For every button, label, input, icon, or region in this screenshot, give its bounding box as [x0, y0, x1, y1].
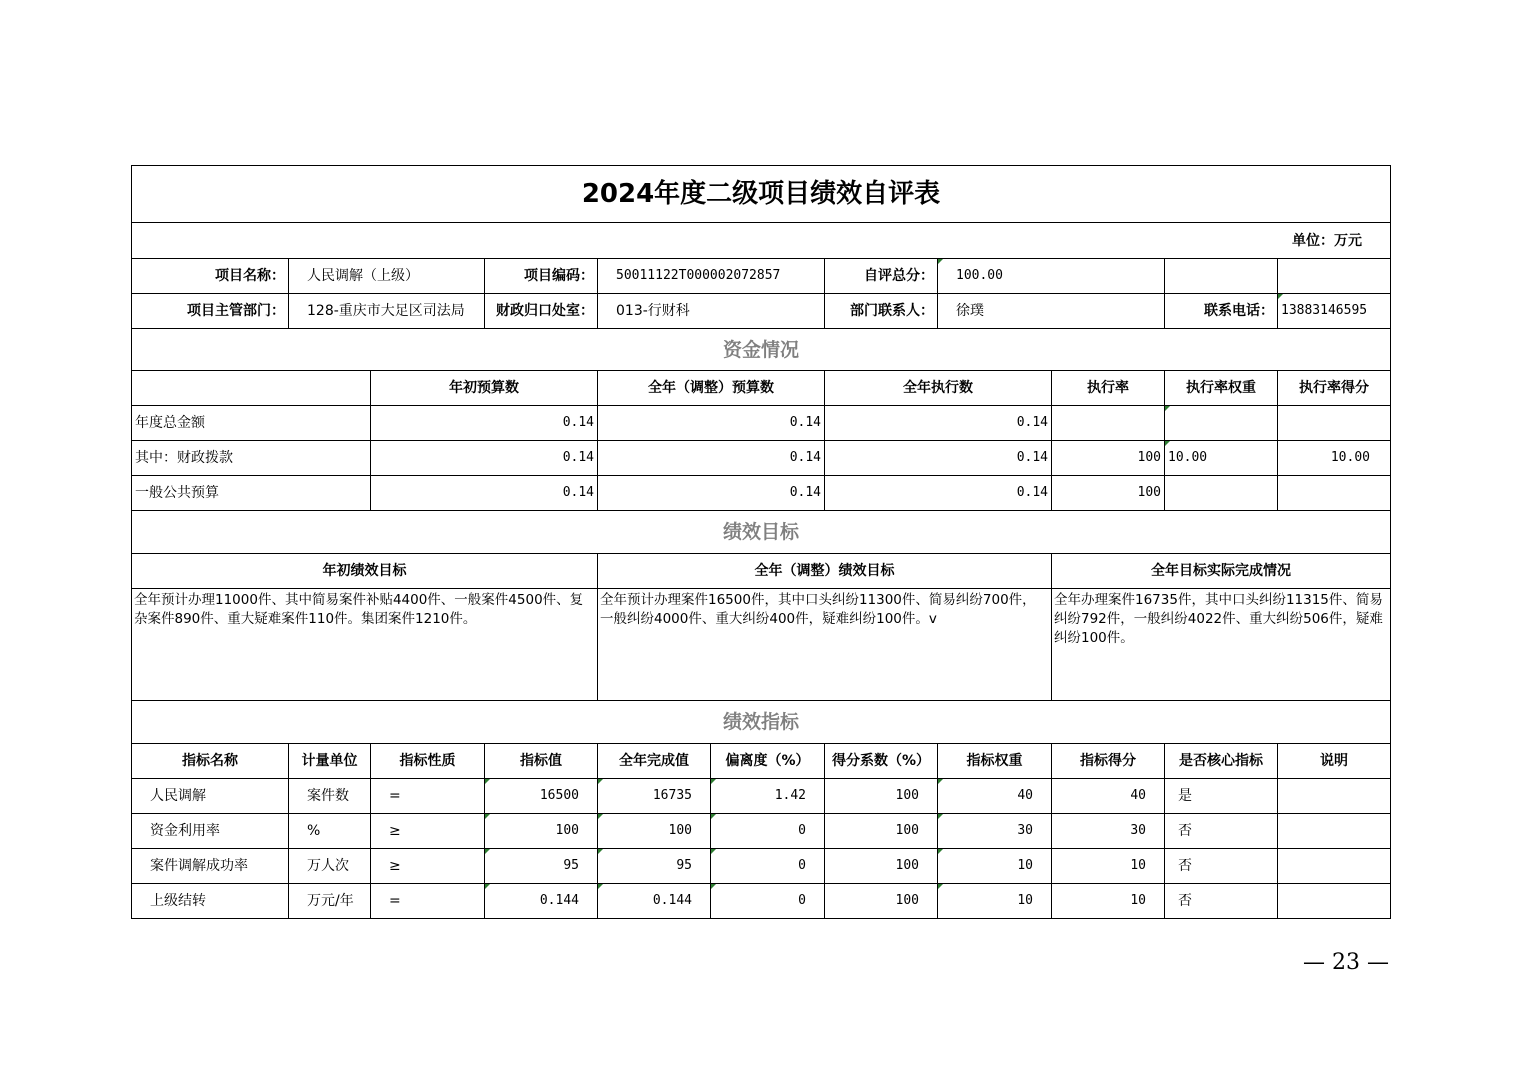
ind-row-core: 否 — [1165, 814, 1278, 849]
contact-value: 徐璞 — [938, 294, 1165, 329]
funds-row-score — [1278, 406, 1390, 441]
ind-row-target: 0.144 — [485, 884, 598, 918]
ind-header-actual: 全年完成值 — [598, 744, 711, 779]
funds-header-weight: 执行率权重 — [1165, 371, 1278, 406]
goals-header-actual: 全年目标实际完成情况 — [1052, 554, 1390, 589]
finance-office-label: 财政归口处室： — [485, 294, 598, 329]
ind-header-deviation: 偏离度（%） — [711, 744, 825, 779]
ind-row-name: 上级结转 — [132, 884, 289, 918]
ind-row-score: 10 — [1052, 849, 1165, 884]
ind-row-coef: 100 — [825, 884, 938, 918]
ind-row-actual: 100 — [598, 814, 711, 849]
ind-row-score: 40 — [1052, 779, 1165, 814]
ind-row-weight: 40 — [938, 779, 1052, 814]
ind-row-deviation: 0 — [711, 849, 825, 884]
project-name-value: 人民调解（上级） — [289, 259, 485, 294]
ind-header-core: 是否核心指标 — [1165, 744, 1278, 779]
empty-cell — [132, 371, 371, 406]
funds-row-initial: 0.14 — [371, 406, 598, 441]
funds-row-label: 年度总金额 — [132, 406, 371, 441]
funds-row-adjusted: 0.14 — [598, 406, 825, 441]
funds-row-label: 一般公共预算 — [132, 476, 371, 511]
empty-cell — [1165, 259, 1278, 294]
phone-label: 联系电话： — [1165, 294, 1278, 329]
ind-row-note — [1278, 849, 1390, 884]
project-code-label: 项目编码： — [485, 259, 598, 294]
goals-section-title: 绩效目标 — [132, 511, 1390, 554]
ind-row-note — [1278, 814, 1390, 849]
ind-row-nature: ≥ — [371, 814, 485, 849]
goal-actual-text: 全年办理案件16735件，其中口头纠纷11315件、简易纠纷792件，一般纠纷4022件、重大纠纷506件，疑难纠纷100件。 — [1052, 589, 1390, 701]
ind-row-core: 是 — [1165, 779, 1278, 814]
funds-row-weight — [1165, 476, 1278, 511]
funds-row-weight — [1165, 406, 1278, 441]
ind-row-unit: 案件数 — [289, 779, 371, 814]
ind-row-unit: 万人次 — [289, 849, 371, 884]
ind-header-coef: 得分系数（%） — [825, 744, 938, 779]
contact-label: 部门联系人： — [825, 294, 938, 329]
ind-row-deviation: 0 — [711, 884, 825, 918]
sheet-title: 2024年度二级项目绩效自评表 — [132, 166, 1390, 223]
ind-row-unit: 万元/年 — [289, 884, 371, 918]
funds-row-rate: 100 — [1052, 441, 1165, 476]
ind-row-weight: 10 — [938, 884, 1052, 918]
ind-row-name: 案件调解成功率 — [132, 849, 289, 884]
funds-row-adjusted: 0.14 — [598, 441, 825, 476]
ind-row-nature: ≥ — [371, 849, 485, 884]
ind-header-score: 指标得分 — [1052, 744, 1165, 779]
ind-row-deviation: 0 — [711, 814, 825, 849]
funds-header-executed: 全年执行数 — [825, 371, 1052, 406]
funds-row-rate — [1052, 406, 1165, 441]
funds-row-rate: 100 — [1052, 476, 1165, 511]
goals-header-initial: 年初绩效目标 — [132, 554, 598, 589]
funds-row-weight: 10.00 — [1165, 441, 1278, 476]
ind-row-actual: 0.144 — [598, 884, 711, 918]
self-score-value: 100.00 — [938, 259, 1165, 294]
funds-section-title: 资金情况 — [132, 329, 1390, 371]
ind-row-deviation: 1.42 — [711, 779, 825, 814]
funds-row-executed: 0.14 — [825, 476, 1052, 511]
funds-row-initial: 0.14 — [371, 476, 598, 511]
ind-header-unit: 计量单位 — [289, 744, 371, 779]
ind-row-name: 人民调解 — [132, 779, 289, 814]
ind-row-nature: = — [371, 884, 485, 918]
finance-office-value: 013-行财科 — [598, 294, 825, 329]
ind-row-core: 否 — [1165, 884, 1278, 918]
ind-row-coef: 100 — [825, 814, 938, 849]
ind-header-name: 指标名称 — [132, 744, 289, 779]
ind-header-note: 说明 — [1278, 744, 1390, 779]
unit-label: 单位：万元 — [132, 223, 1390, 259]
goals-header-adjusted: 全年（调整）绩效目标 — [598, 554, 1052, 589]
project-name-label: 项目名称： — [132, 259, 289, 294]
funds-header-score: 执行率得分 — [1278, 371, 1390, 406]
goal-initial-text: 全年预计办理11000件、其中简易案件补贴4400件、一般案件4500件、复杂案件890件、重大疑难案件110件。集团案件1210件。 — [132, 589, 598, 701]
empty-cell — [1278, 259, 1390, 294]
funds-row-score: 10.00 — [1278, 441, 1390, 476]
page-number: — 23 — — [1303, 950, 1389, 975]
ind-row-note — [1278, 884, 1390, 918]
ind-row-core: 否 — [1165, 849, 1278, 884]
funds-row-executed: 0.14 — [825, 441, 1052, 476]
funds-row-initial: 0.14 — [371, 441, 598, 476]
evaluation-sheet — [131, 165, 1391, 919]
phone-value: 13883146595 — [1278, 294, 1390, 329]
goal-adjusted-text: 全年预计办理案件16500件，其中口头纠纷11300件、简易纠纷700件，一般纠纷4000件、重大纠纷400件，疑难纠纷100件。v — [598, 589, 1052, 701]
ind-row-name: 资金利用率 — [132, 814, 289, 849]
ind-row-note — [1278, 779, 1390, 814]
indicators-section-title: 绩效指标 — [132, 701, 1390, 744]
ind-row-nature: = — [371, 779, 485, 814]
ind-row-actual: 95 — [598, 849, 711, 884]
funds-header-adjusted: 全年（调整）预算数 — [598, 371, 825, 406]
ind-row-unit: % — [289, 814, 371, 849]
ind-header-weight: 指标权重 — [938, 744, 1052, 779]
funds-row-label: 其中：财政拨款 — [132, 441, 371, 476]
dept-value: 128-重庆市大足区司法局 — [289, 294, 485, 329]
ind-row-weight: 30 — [938, 814, 1052, 849]
ind-row-coef: 100 — [825, 849, 938, 884]
ind-row-coef: 100 — [825, 779, 938, 814]
ind-row-target: 95 — [485, 849, 598, 884]
project-code-value: 50011122T000002072857 — [598, 259, 825, 294]
self-score-label: 自评总分： — [825, 259, 938, 294]
funds-row-executed: 0.14 — [825, 406, 1052, 441]
ind-header-target: 指标值 — [485, 744, 598, 779]
ind-row-score: 10 — [1052, 884, 1165, 918]
ind-row-target: 16500 — [485, 779, 598, 814]
funds-header-rate: 执行率 — [1052, 371, 1165, 406]
dept-label: 项目主管部门： — [132, 294, 289, 329]
funds-row-adjusted: 0.14 — [598, 476, 825, 511]
funds-header-initial: 年初预算数 — [371, 371, 598, 406]
ind-row-target: 100 — [485, 814, 598, 849]
ind-header-nature: 指标性质 — [371, 744, 485, 779]
ind-row-actual: 16735 — [598, 779, 711, 814]
funds-row-score — [1278, 476, 1390, 511]
ind-row-score: 30 — [1052, 814, 1165, 849]
ind-row-weight: 10 — [938, 849, 1052, 884]
